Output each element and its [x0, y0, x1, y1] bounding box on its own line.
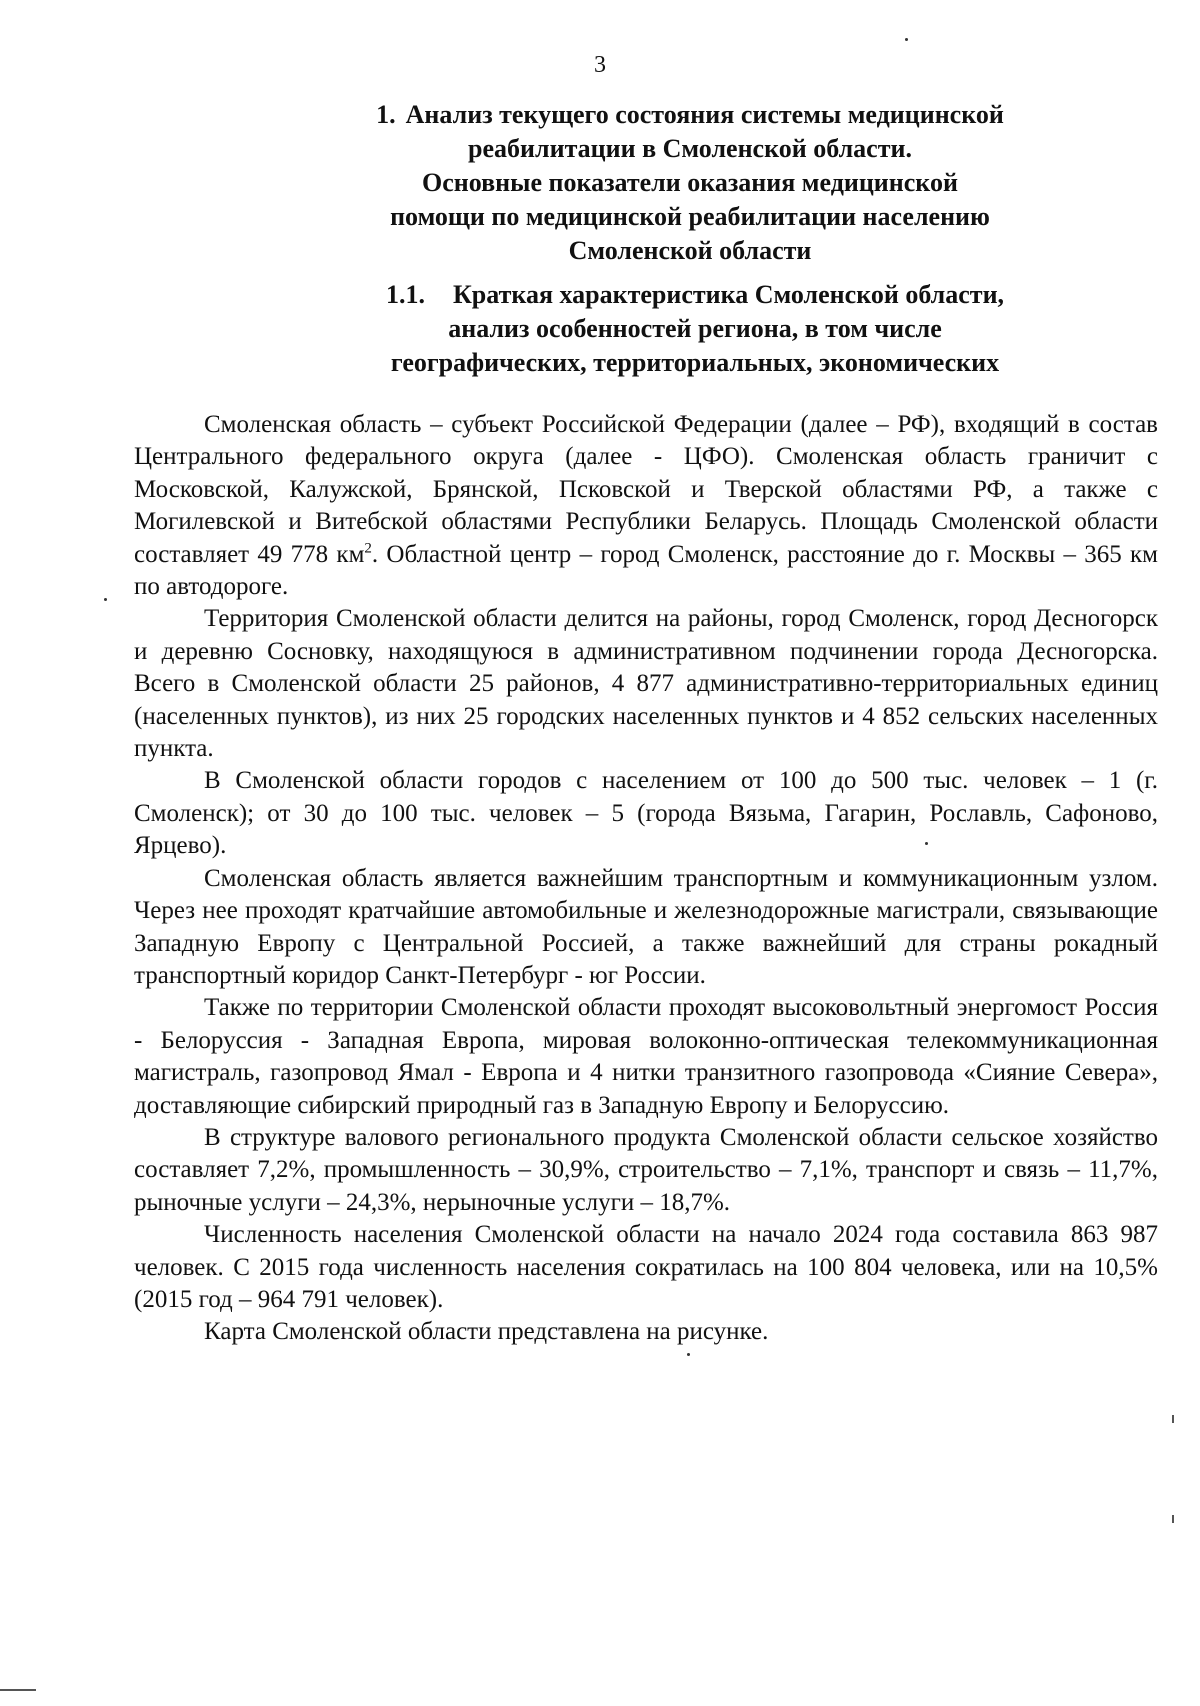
paragraph-energy: Также по территории Смоленской области проходят высоковольтный энергомост Россия - Белоруссия - Западная Европа, мировая волоконно-оптическая телекоммуникационная магистраль, газопровод Ямал - Европа и 4 нитки транзитного газопровода «Сияние Севера», доставляющие сибирский природный газ в Западную Европу и Белоруссию. — [134, 994, 1158, 1119]
scan-speck — [925, 842, 928, 845]
scan-speck — [104, 598, 107, 601]
page-number: 3 — [594, 52, 606, 78]
heading1-line-1-text: Анализ текущего состояния системы медицинской — [405, 100, 1004, 129]
heading1-line-2: реабилитации в Смоленской области. — [468, 134, 912, 163]
body-text — [134, 409, 1158, 1349]
heading2-line-1-text: Краткая характеристика Смоленской области, — [452, 280, 1005, 309]
heading1-line-1 — [330, 98, 1050, 132]
section-heading-1 — [330, 98, 1050, 268]
scan-speck — [687, 1353, 690, 1356]
paragraph-transport: Смоленская область является важнейшим транспортным и коммуникационным узлом. Через нее проходят кратчайшие автомобильные и железнодорожные магистрали, связывающие Западную Европу с Центральной Россией, а также важнейший для страны рокадный транспортный коридор Санкт-Петербург - юг России. — [134, 864, 1158, 989]
scan-edge-mark — [1172, 1515, 1174, 1523]
paragraph-1-text: Смоленская область – субъект Российской Федерации (далее – РФ), входящий в состав Центрального федерального округа (далее - ЦФО). Смоленская область граничит с Московской, Калужской, Брянской, Псковской и Тверской областями РФ, а также с Могилевской и Витебской областями Республики Беларусь. Площадь Смоленской области составляет 49 778 км — [134, 411, 1158, 568]
heading2-number: 1.1. — [385, 280, 425, 309]
scan-edge-mark — [0, 1689, 36, 1691]
paragraph-region-overview — [134, 409, 1158, 603]
paragraph-cities: В Смоленской области городов с населением от 100 до 500 тыс. человек – 1 (г. Смоленск); от 30 до 100 тыс. человек – 5 (города Вязьма, Гагарин, Рославль, Сафоново, Ярцево). — [134, 767, 1158, 860]
subsection-heading-1-1 — [330, 278, 1060, 380]
paragraph-population: Численность населения Смоленской области на начало 2024 года составила 863 987 человек. С 2015 года численность населения сократилась на 100 804 человека, или на 10,5% (2015 год – 964 791 человек). — [134, 1221, 1158, 1313]
paragraph-1-text-end: . Областной центр – город Смоленск, расстояние до г. Москвы – 365 км по автодороге. — [134, 540, 1158, 601]
heading1-line-4: помощи по медицинской реабилитации населению — [390, 202, 990, 231]
paragraph-economy: В структуре валового регионального продукта Смоленской области сельское хозяйство составляет 7,2%, промышленность – 30,9%, строительство – 7,1%, транспорт и связь – 11,7%, рыночные услуги – 24,3%, нерыночные услуги – 18,7%. — [134, 1123, 1158, 1216]
paragraph-territory: Территория Смоленской области делится на районы, город Смоленск, город Десногорск и деревню Сосновку, находящуюся в административном подчинении города Десногорска. Всего в Смоленской области 25 районов, 4 877 административно-территориальных единиц (населенных пунктов), из них 25 городских населенных пунктов и 4 852 сельских населенных пункта. — [134, 605, 1158, 763]
scan-edge-mark — [1172, 1415, 1174, 1423]
scan-speck — [905, 38, 908, 41]
heading1-number: 1. — [376, 100, 396, 129]
paragraph-map-reference: Карта Смоленской области представлена на рисунке. — [204, 1318, 769, 1346]
heading2-line-2: анализ особенностей региона, в том числе — [448, 314, 942, 343]
area-unit-superscript: 2 — [364, 540, 372, 557]
heading2-line-1 — [330, 278, 1060, 312]
heading2-line-3: географических, территориальных, экономических — [390, 348, 1000, 377]
heading1-line-5: Смоленской области — [568, 236, 812, 265]
heading1-line-3: Основные показатели оказания медицинской — [422, 168, 958, 197]
